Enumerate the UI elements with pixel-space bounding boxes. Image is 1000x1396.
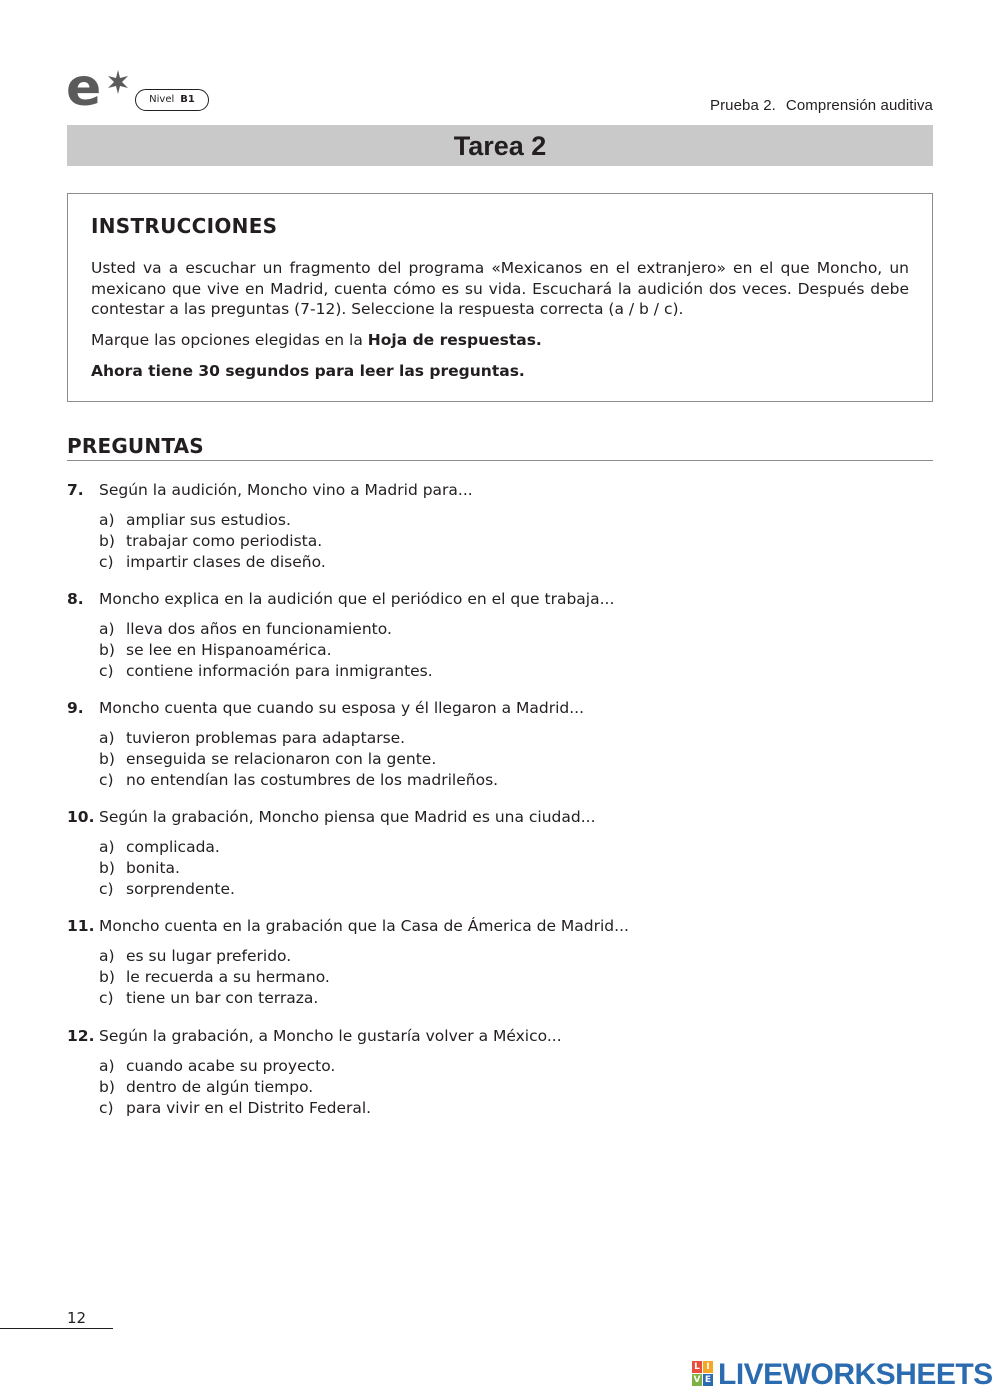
answer-option[interactable]: [99, 1077, 371, 1098]
answer-option[interactable]: [99, 879, 235, 900]
instructions-answer-sheet-text: Marque las opciones elegidas en la: [91, 331, 368, 349]
answer-option[interactable]: [99, 858, 235, 879]
option-text: cuando acabe su proyecto.: [126, 1057, 336, 1075]
answer-option[interactable]: [99, 728, 498, 749]
answer-option[interactable]: [99, 749, 498, 770]
option-letter: c): [99, 661, 114, 680]
page-number: 12: [67, 1309, 87, 1327]
question-text: Según la audición, Moncho vino a Madrid para...: [99, 481, 473, 499]
question-number: 8.: [67, 590, 84, 608]
option-letter: b): [99, 640, 115, 659]
option-letter: a): [99, 729, 115, 747]
question-number: 7.: [67, 481, 84, 499]
option-letter: a): [99, 947, 115, 965]
option-text: sorprendente.: [126, 879, 235, 898]
liveworksheets-icon: [692, 1361, 714, 1387]
option-text: tiene un bar con terraza.: [126, 988, 319, 1007]
question-text: Según la grabación, Moncho piensa que Madrid es una ciudad...: [99, 808, 596, 826]
liveworksheets-watermark: [692, 1360, 992, 1390]
option-text: se lee en Hispanoamérica.: [126, 640, 332, 659]
answer-option[interactable]: [99, 967, 330, 988]
question-text: Moncho explica en la audición que el periódico en el que trabaja...: [99, 590, 615, 608]
instructions-answer-sheet: [91, 330, 909, 351]
option-letter: c): [99, 879, 114, 898]
task-title-bar: [67, 125, 933, 166]
option-letter: a): [99, 620, 115, 638]
answer-option[interactable]: [99, 552, 326, 573]
level-value: B1: [180, 94, 195, 105]
question-number: 12.: [67, 1027, 95, 1045]
option-letter: b): [99, 858, 115, 877]
instructions-title: INSTRUCCIONES: [91, 214, 278, 238]
answer-option[interactable]: [99, 619, 433, 640]
logo-letter: e: [66, 58, 102, 118]
answer-option[interactable]: [99, 988, 330, 1009]
option-letter: b): [99, 1077, 115, 1096]
task-title: Tarea 2: [453, 131, 547, 161]
answer-sheet-label: Hoja de respuestas.: [367, 331, 542, 349]
option-text: dentro de algún tiempo.: [126, 1077, 314, 1096]
question-number: 9.: [67, 699, 84, 717]
option-text: enseguida se relacionaron con la gente.: [126, 749, 437, 768]
option-text: ampliar sus estudios.: [126, 511, 291, 529]
level-label: Nivel: [149, 94, 175, 105]
answer-option[interactable]: [99, 837, 235, 858]
option-letter: c): [99, 1098, 114, 1117]
answer-option[interactable]: [99, 1056, 371, 1077]
star-logo-icon: [104, 68, 132, 96]
option-text: no entendían las costumbres de los madrileños.: [126, 770, 499, 789]
option-text: le recuerda a su hermano.: [126, 967, 330, 986]
question-number: 11.: [67, 917, 95, 935]
answer-option[interactable]: [99, 531, 326, 552]
option-text: impartir clases de diseño.: [126, 552, 326, 571]
option-letter: c): [99, 770, 114, 789]
question-text: Moncho cuenta que cuando su esposa y él llegaron a Madrid...: [99, 699, 585, 717]
option-text: complicada.: [126, 838, 220, 856]
option-letter: c): [99, 552, 114, 571]
test-name: Comprensión auditiva: [785, 97, 933, 114]
option-text: tuvieron problemas para adaptarse.: [126, 729, 406, 747]
option-text: lleva dos años en funcionamiento.: [126, 620, 392, 638]
answer-option[interactable]: [99, 661, 433, 682]
watermark-text: LIVEWORKSHEETS: [718, 1358, 993, 1391]
page-number-rule: [0, 1328, 113, 1329]
icon-letter: V: [693, 1375, 701, 1385]
test-label: Prueba 2.: [709, 97, 776, 114]
option-text: es su lugar preferido.: [126, 947, 292, 965]
option-letter: b): [99, 749, 115, 768]
questions-title: PREGUNTAS: [67, 434, 204, 458]
option-text: contiene información para inmigrantes.: [126, 661, 433, 680]
option-letter: c): [99, 988, 114, 1007]
answer-option[interactable]: [99, 1098, 371, 1119]
option-text: trabajar como periodista.: [126, 531, 323, 550]
logo: [66, 58, 136, 118]
answer-option[interactable]: [99, 510, 326, 531]
instructions-box: [67, 193, 933, 402]
option-letter: a): [99, 838, 115, 856]
option-text: para vivir en el Distrito Federal.: [126, 1098, 372, 1117]
level-badge: [135, 89, 209, 111]
answer-option[interactable]: [99, 946, 330, 967]
option-letter: b): [99, 531, 115, 550]
question-text: Según la grabación, a Moncho le gustaría volver a México...: [99, 1027, 562, 1045]
answer-option[interactable]: [99, 770, 498, 791]
option-letter: a): [99, 1057, 115, 1075]
test-header: [710, 97, 933, 114]
option-text: bonita.: [126, 858, 180, 877]
icon-letter: L: [692, 1361, 702, 1373]
icon-letter: E: [704, 1375, 712, 1385]
question-number: 10.: [67, 808, 95, 826]
icon-letter: I: [703, 1361, 713, 1373]
answer-option[interactable]: [99, 640, 433, 661]
questions-divider: [67, 460, 933, 461]
instructions-paragraph: Usted va a escuchar un fragmento del programa «Mexicanos en el extranjero» en el que Moncho, un mexicano que vive en Madrid, cuenta cómo es su vida. Escuchará la audición dos veces. Después debe contestar a las preguntas (7-12). Seleccione la respuesta correcta (a / b / c).: [91, 259, 909, 318]
option-letter: b): [99, 967, 115, 986]
instructions-time-note: Ahora tiene 30 segundos para leer las preguntas.: [91, 362, 525, 380]
question-text: Moncho cuenta en la grabación que la Casa de Ámerica de Madrid...: [99, 917, 629, 935]
option-letter: a): [99, 511, 115, 529]
